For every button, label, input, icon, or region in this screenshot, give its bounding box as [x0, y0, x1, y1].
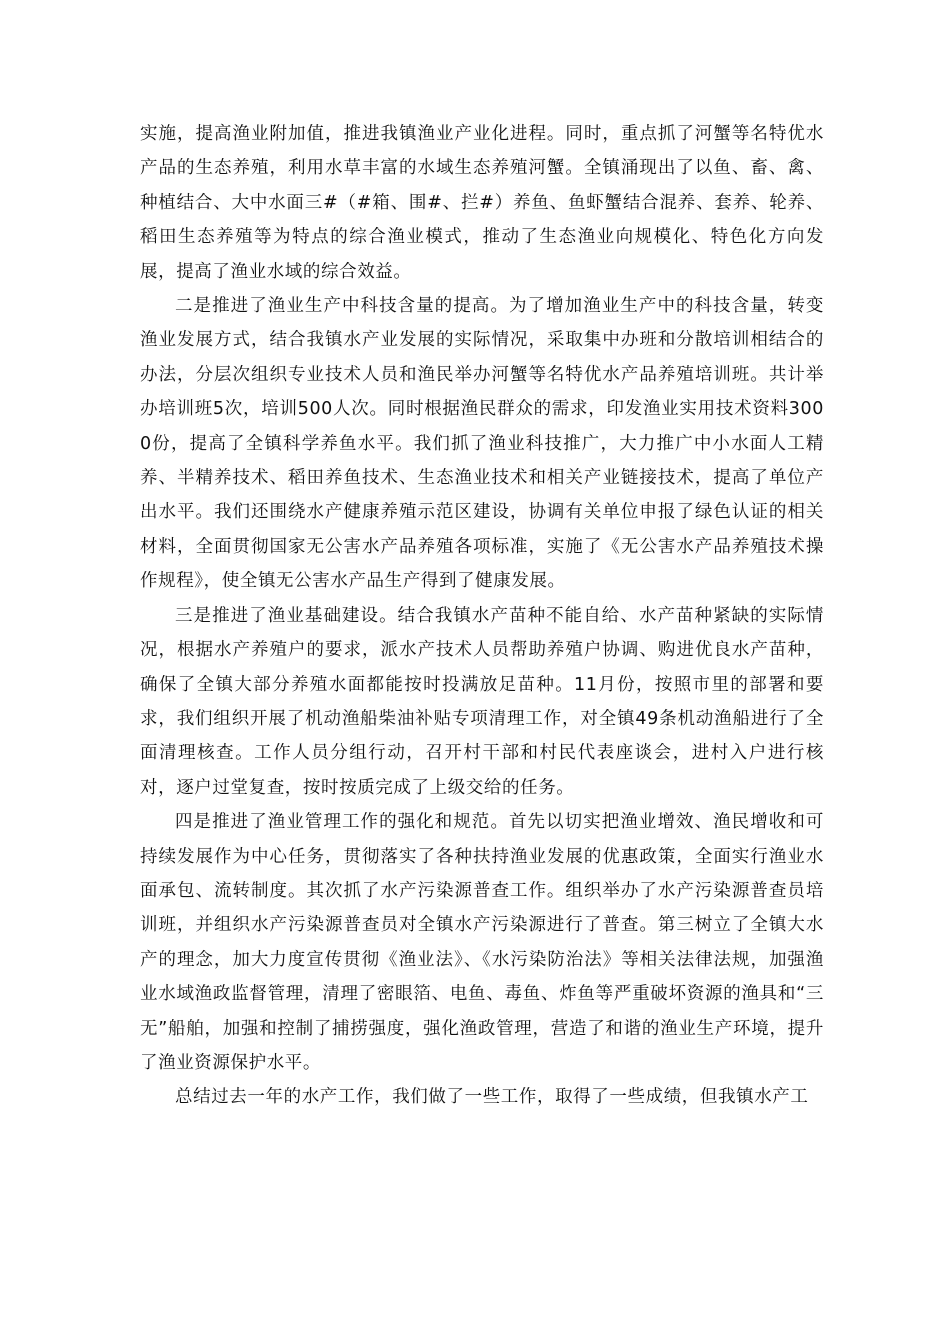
- paragraph-summary: 总结过去一年的水产工作，我们做了一些工作，取得了一些成绩，但我镇水产工: [175, 1087, 809, 1108]
- document-body: [140, 117, 824, 1115]
- paragraph-infrastructure: 三是推进了渔业基础建设。结合我镇水产苗种不能自给、水产苗种紧缺的实际情况，根据水产养殖户的要求，派水产技术人员帮助养殖户协调、购进优良水产苗种，确保了全镇大部分养殖水面都能按时投满放足苗种。11月份，按照市里的部署和要求，我们组织开展了机动渔船柴油补贴专项清理工作，对全镇49条机动渔船进行了全面清理核查。工作人员分组行动，召开村干部和村民代表座谈会，进村入户进行核对，逐户过堂复查，按时按质完成了上级交给的任务。: [140, 605, 824, 798]
- paragraph-management: 四是推进了渔业管理工作的强化和规范。首先以切实把渔业增效、渔民增收和可持续发展作为中心任务，贯彻落实了各种扶持渔业发展的优惠政策，全面实行渔业水面承包、流转制度。其次抓了水产污染源普查工作。组织举办了水产污染源普查员培训班，并组织水产污染源普查员对全镇水产污染源进行了普查。第三树立了全镇大水产的理念，加大力度宣传贯彻《渔业法》、《水污染防治法》等相关法律法规，加强渔业水域渔政监督管理，清理了密眼箔、电鱼、毒鱼、炸鱼等严重破坏资源的渔具和“三无”船舶，加强和控制了捕捞强度，强化渔政管理，营造了和谐的渔业生产环境，提升了渔业资源保护水平。: [140, 812, 824, 1073]
- paragraph-continuation: 实施，提高渔业附加值，推进我镇渔业产业化进程。同时，重点抓了河蟹等名特优水产品的生态养殖，利用水草丰富的水域生态养殖河蟹。全镇涌现出了以鱼、畜、禽、种植结合、大中水面三#（#箱、围#、拦#）养鱼、鱼虾蟹结合混养、套养、轮养、稻田生态养殖等为特点的综合渔业模式，推动了生态渔业向规模化、特色化方向发展，提高了渔业水域的综合效益。: [140, 124, 824, 282]
- paragraph-tech-content: 二是推进了渔业生产中科技含量的提高。为了增加渔业生产中的科技含量，转变渔业发展方式，结合我镇水产业发展的实际情况，采取集中办班和分散培训相结合的办法，分层次组织专业技术人员和渔民举办河蟹等名特优水产品养殖培训班。共计举办培训班5次，培训500人次。同时根据渔民群众的需求，印发渔业实用技术资料3000份，提高了全镇科学养鱼水平。我们抓了渔业科技推广，大力推广中小水面人工精养、半精养技术、稻田养鱼技术、生态渔业技术和相关产业链接技术，提高了单位产出水平。我们还围绕水产健康养殖示范区建设，协调有关单位申报了绿色认证的相关材料，全面贯彻国家无公害水产品养殖各项标准，实施了《无公害水产品养殖技术操作规程》，使全镇无公害水产品生产得到了健康发展。: [140, 296, 824, 592]
